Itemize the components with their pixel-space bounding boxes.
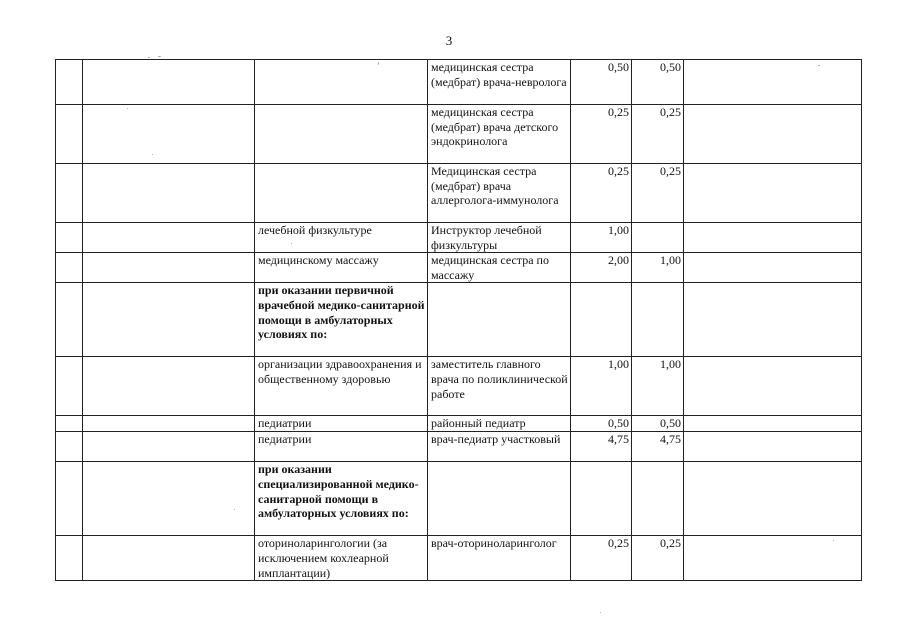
department-cell [83, 253, 255, 283]
specialty-cell [255, 60, 428, 105]
department-cell [83, 164, 255, 223]
department-cell [83, 416, 255, 432]
row-number-cell [56, 60, 83, 105]
actual-value-cell [632, 283, 684, 357]
actual-value-cell: 0,50 [632, 416, 684, 432]
norm-value-cell: 0,25 [571, 536, 632, 581]
actual-value-cell: 0,25 [632, 164, 684, 223]
staffing-table [55, 59, 862, 581]
position-cell: врач-педиатр участковый [428, 432, 571, 462]
norm-value-cell: 4,75 [571, 432, 632, 462]
specialty-cell: педиатрии [255, 416, 428, 432]
note-cell [684, 357, 862, 416]
actual-value-cell [632, 223, 684, 253]
department-cell [83, 283, 255, 357]
note-cell [684, 432, 862, 462]
note-cell [684, 253, 862, 283]
table-row [56, 416, 862, 432]
department-cell [83, 462, 255, 536]
norm-value-cell: 0,25 [571, 105, 632, 164]
row-number-cell [56, 164, 83, 223]
norm-value-cell: 1,00 [571, 223, 632, 253]
note-cell [684, 462, 862, 536]
department-cell [83, 223, 255, 253]
position-cell: медицинская сестра (медбрат) врача детского эндокринолога [428, 105, 571, 164]
table-row [56, 357, 862, 416]
table-row [56, 105, 862, 164]
row-number-cell [56, 416, 83, 432]
specialty-cell [255, 164, 428, 223]
actual-value-cell: 0,25 [632, 105, 684, 164]
row-number-cell [56, 357, 83, 416]
row-number-cell [56, 105, 83, 164]
table-row [56, 253, 862, 283]
department-cell [83, 60, 255, 105]
norm-value-cell: 1,00 [571, 357, 632, 416]
norm-value-cell [571, 283, 632, 357]
norm-value-cell [571, 462, 632, 536]
table-row [56, 432, 862, 462]
position-cell: заместитель главного врача по поликлинической работе [428, 357, 571, 416]
note-cell [684, 105, 862, 164]
specialty-cell: педиатрии [255, 432, 428, 462]
table-row [56, 223, 862, 253]
specialty-cell: лечебной физкультуре [255, 223, 428, 253]
position-cell: Медицинская сестра (медбрат) врача аллерголога-иммунолога [428, 164, 571, 223]
table-row [56, 536, 862, 581]
position-cell [428, 283, 571, 357]
position-cell: Инструктор лечебной физкультуры [428, 223, 571, 253]
row-number-cell [56, 536, 83, 581]
table-row [56, 283, 862, 357]
section-heading-cell: при оказании первичной врачебной медико-санитарной помощи в амбулаторных условиях по: [255, 283, 428, 357]
specialty-cell: оториноларингологии (за исключением кохлеарной имплантации) [255, 536, 428, 581]
actual-value-cell: 0,50 [632, 60, 684, 105]
page-number: 3 [445, 33, 453, 48]
department-cell [83, 432, 255, 462]
row-number-cell [56, 283, 83, 357]
actual-value-cell: 4,75 [632, 432, 684, 462]
norm-value-cell: 0,50 [571, 416, 632, 432]
department-cell [83, 536, 255, 581]
row-number-cell [56, 253, 83, 283]
norm-value-cell: 0,25 [571, 164, 632, 223]
position-cell: районный педиатр [428, 416, 571, 432]
norm-value-cell: 2,00 [571, 253, 632, 283]
note-cell [684, 223, 862, 253]
section-heading-cell: при оказании специализированной медико-санитарной помощи в амбулаторных условиях по: [255, 462, 428, 536]
note-cell [684, 164, 862, 223]
scan-speck [158, 56, 161, 57]
scan-speck [148, 57, 150, 58]
specialty-cell: организации здравоохранения и общественному здоровью [255, 357, 428, 416]
note-cell [684, 283, 862, 357]
actual-value-cell: 0,25 [632, 536, 684, 581]
note-cell [684, 416, 862, 432]
actual-value-cell: 1,00 [632, 253, 684, 283]
position-cell [428, 462, 571, 536]
department-cell [83, 105, 255, 164]
note-cell [684, 60, 862, 105]
specialty-cell: медицинскому массажу [255, 253, 428, 283]
scan-speck [600, 612, 601, 613]
position-cell: медицинская сестра по массажу [428, 253, 571, 283]
table-row [56, 462, 862, 536]
table-row [56, 60, 862, 105]
row-number-cell [56, 432, 83, 462]
department-cell [83, 357, 255, 416]
row-number-cell [56, 462, 83, 536]
specialty-cell [255, 105, 428, 164]
table-row [56, 164, 862, 223]
actual-value-cell [632, 462, 684, 536]
note-cell [684, 536, 862, 581]
norm-value-cell: 0,50 [571, 60, 632, 105]
row-number-cell [56, 223, 83, 253]
position-cell: медицинская сестра (медбрат) врача-невролога [428, 60, 571, 105]
actual-value-cell: 1,00 [632, 357, 684, 416]
position-cell: врач-оториноларинголог [428, 536, 571, 581]
